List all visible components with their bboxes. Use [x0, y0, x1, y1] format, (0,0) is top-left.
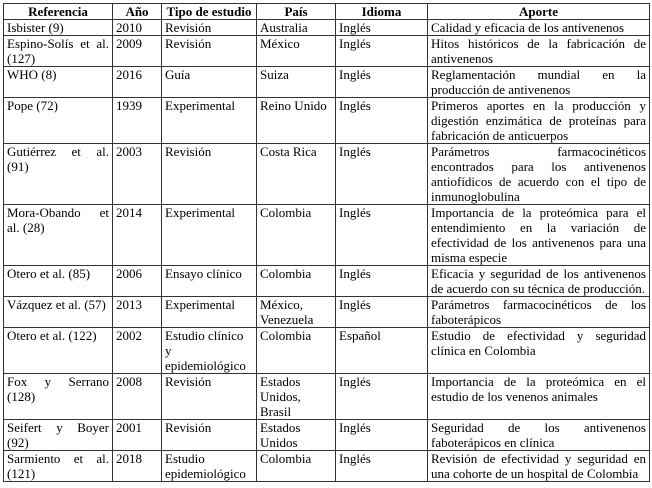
cell-tipo-de-estudio: Revisión	[162, 144, 257, 205]
cell-referencia: Otero et al. (85)	[4, 266, 113, 297]
cell-aporte: Primeros aportes en la producción y digestión enzimática de proteínas para fabricación de anticuerpos	[428, 98, 650, 144]
cell-tipo-de-estudio: Revisión	[162, 420, 257, 451]
cell-ano: 2014	[113, 205, 162, 266]
cell-pais: Australia	[257, 20, 336, 36]
cell-idioma: Español	[336, 328, 428, 374]
cell-referencia: Isbister (9)	[4, 20, 113, 36]
cell-ano: 2016	[113, 67, 162, 98]
cell-referencia: Sarmiento et al. (121)	[4, 451, 113, 482]
cell-tipo-de-estudio: Revisión	[162, 374, 257, 420]
cell-aporte: Revisión de efectividad y seguridad en una cohorte de un hospital de Colombia	[428, 451, 650, 482]
cell-referencia: Espino-Solís et al. (127)	[4, 36, 113, 67]
cell-pais: México	[257, 36, 336, 67]
cell-tipo-de-estudio: Estudio clínico y epidemiológico	[162, 328, 257, 374]
cell-idioma: Inglés	[336, 20, 428, 36]
table-row	[4, 374, 650, 420]
cell-aporte: Reglamentación mundial en la producción de antivenenos	[428, 67, 650, 98]
cell-idioma: Inglés	[336, 297, 428, 328]
cell-tipo-de-estudio: Experimental	[162, 205, 257, 266]
cell-pais: Colombia	[257, 266, 336, 297]
cell-pais: Colombia	[257, 205, 336, 266]
cell-referencia: Fox y Serrano (128)	[4, 374, 113, 420]
cell-idioma: Inglés	[336, 374, 428, 420]
header-aporte: Aporte	[428, 4, 650, 20]
cell-tipo-de-estudio: Revisión	[162, 36, 257, 67]
header-pais: País	[257, 4, 336, 20]
cell-aporte: Seguridad de los antivenenos faboterápicos en clínica	[428, 420, 650, 451]
cell-pais: Costa Rica	[257, 144, 336, 205]
cell-referencia: Pope (72)	[4, 98, 113, 144]
cell-tipo-de-estudio: Experimental	[162, 98, 257, 144]
cell-aporte: Parámetros farmacocinéticos de los faboterápicos	[428, 297, 650, 328]
cell-idioma: Inglés	[336, 144, 428, 205]
cell-pais: Colombia	[257, 328, 336, 374]
table-header-row	[4, 4, 650, 20]
cell-ano: 2008	[113, 374, 162, 420]
cell-pais: México, Venezuela	[257, 297, 336, 328]
cell-idioma: Inglés	[336, 266, 428, 297]
table-row	[4, 451, 650, 482]
table-row	[4, 20, 650, 36]
cell-aporte: Importancia de la proteómica para el entendimiento en la variación de efectividad de los antivenenos para una misma especie	[428, 205, 650, 266]
cell-pais: Suiza	[257, 67, 336, 98]
cell-tipo-de-estudio: Revisión	[162, 20, 257, 36]
table-row	[4, 67, 650, 98]
cell-aporte: Hitos históricos de la fabricación de antivenenos	[428, 36, 650, 67]
cell-ano: 2018	[113, 451, 162, 482]
cell-ano: 2010	[113, 20, 162, 36]
cell-idioma: Inglés	[336, 420, 428, 451]
cell-idioma: Inglés	[336, 451, 428, 482]
header-referencia: Referencia	[4, 4, 113, 20]
cell-pais: Estados Unidos, Brasil	[257, 374, 336, 420]
cell-aporte: Importancia de la proteómica en el estudio de los venenos animales	[428, 374, 650, 420]
cell-aporte: Estudio de efectividad y seguridad clínica en Colombia	[428, 328, 650, 374]
table-row	[4, 420, 650, 451]
cell-aporte: Eficacia y seguridad de los antivenenos de acuerdo con su técnica de producción.	[428, 266, 650, 297]
cell-idioma: Inglés	[336, 98, 428, 144]
table-row	[4, 98, 650, 144]
cell-ano: 2013	[113, 297, 162, 328]
cell-referencia: Otero et al. (122)	[4, 328, 113, 374]
header-tipo-de-estudio: Tipo de estudio	[162, 4, 257, 20]
cell-idioma: Inglés	[336, 67, 428, 98]
cell-tipo-de-estudio: Guía	[162, 67, 257, 98]
cell-ano: 2009	[113, 36, 162, 67]
cell-tipo-de-estudio: Estudio epidemiológico	[162, 451, 257, 482]
table-row	[4, 205, 650, 266]
cell-idioma: Inglés	[336, 36, 428, 67]
header-idioma: Idioma	[336, 4, 428, 20]
cell-tipo-de-estudio: Experimental	[162, 297, 257, 328]
cell-ano: 2003	[113, 144, 162, 205]
cell-ano: 2006	[113, 266, 162, 297]
cell-aporte: Calidad y eficacia de los antivenenos	[428, 20, 650, 36]
cell-ano: 2001	[113, 420, 162, 451]
cell-ano: 2002	[113, 328, 162, 374]
cell-referencia: Vázquez et al. (57)	[4, 297, 113, 328]
cell-referencia: Seifert y Boyer (92)	[4, 420, 113, 451]
table-row	[4, 328, 650, 374]
table-row	[4, 266, 650, 297]
cell-idioma: Inglés	[336, 205, 428, 266]
cell-referencia: Mora-Obando et al. (28)	[4, 205, 113, 266]
references-table	[3, 3, 650, 482]
table-row	[4, 297, 650, 328]
cell-pais: Estados Unidos	[257, 420, 336, 451]
cell-pais: Colombia	[257, 451, 336, 482]
cell-referencia: WHO (8)	[4, 67, 113, 98]
header-ano: Año	[113, 4, 162, 20]
table-row	[4, 36, 650, 67]
cell-ano: 1939	[113, 98, 162, 144]
cell-pais: Reino Unido	[257, 98, 336, 144]
cell-tipo-de-estudio: Ensayo clínico	[162, 266, 257, 297]
table-row	[4, 144, 650, 205]
cell-aporte: Parámetros farmacocinéticos encontrados para los antivenenos antiofídicos de acuerdo con el tipo de inmunoglobulina	[428, 144, 650, 205]
cell-referencia: Gutiérrez et al. (91)	[4, 144, 113, 205]
